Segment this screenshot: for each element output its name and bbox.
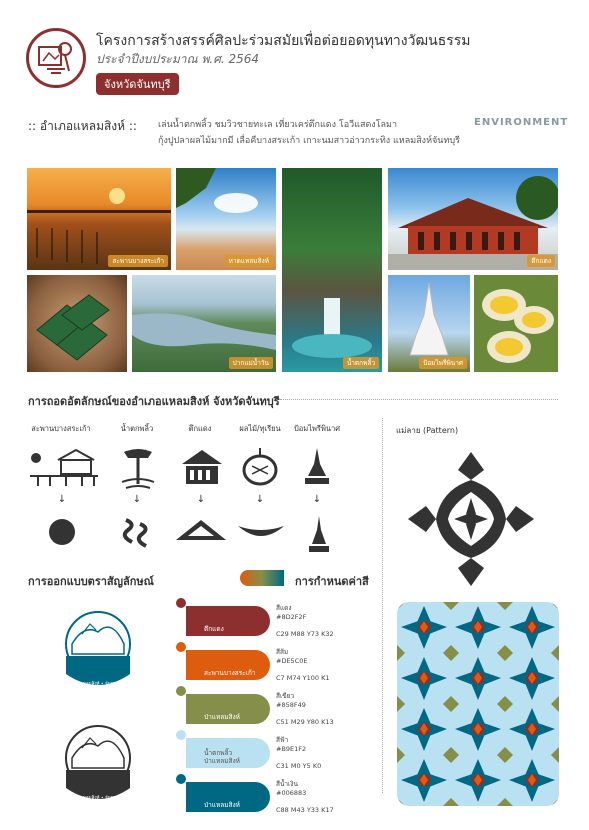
bridge-icon bbox=[28, 446, 100, 490]
swatch-label: ตึกแดง bbox=[204, 625, 224, 633]
color-name: สีน้ำเงิน bbox=[276, 780, 298, 788]
photo-caption: สะพานบางสระเก้า bbox=[108, 255, 168, 267]
color-dot-red bbox=[176, 598, 186, 608]
color-cmyk-red: C29 M88 Y73 K32 bbox=[276, 630, 334, 638]
color-hex: #DE5C0E bbox=[276, 657, 308, 665]
spire-shape-icon bbox=[306, 514, 332, 554]
mono-logo-icon bbox=[62, 718, 134, 806]
color-cmyk-green: C51 M29 Y80 K13 bbox=[276, 718, 334, 726]
color-swatch-red bbox=[186, 606, 270, 636]
environment-label: ENVIRONMENT bbox=[474, 117, 569, 128]
photo-caption: ปากแม่น้ำวัน bbox=[229, 357, 273, 369]
color-hex: #B9E1F2 bbox=[276, 745, 307, 753]
color-info-lightblue bbox=[276, 736, 306, 754]
color-info-green bbox=[276, 692, 306, 710]
building-icon bbox=[180, 446, 224, 490]
project-logo bbox=[26, 28, 86, 88]
color-name: สีเขียว bbox=[276, 692, 295, 700]
tagline-line-2: กุ้งปูปลาผลไม้มากมี เลื่อคืบางสระเก้า เกาะนมสาวอ่าวกระทิง แหลมสิงห์จันทบุรี bbox=[158, 136, 460, 146]
logo-caption-mono: แหลมสิงห์ • จันทบุรี bbox=[80, 796, 119, 801]
photo-beach bbox=[176, 168, 276, 270]
province-badge: จังหวัดจันทบุรี bbox=[96, 73, 179, 95]
photo-durian bbox=[474, 275, 558, 372]
identity-label-durian: ผลไม้/ทุเรียน bbox=[239, 424, 281, 433]
pattern-divider bbox=[382, 418, 383, 793]
swatch-label: น้ำตกพลิ้ว ป่าแหลมสิงห์ bbox=[204, 749, 240, 765]
color-logo-icon bbox=[62, 604, 134, 692]
arrow-down-icon: ↓ bbox=[255, 494, 265, 505]
logo-caption-color: แหลมสิงห์ • จันทบุรี bbox=[80, 682, 119, 687]
arrow-down-icon: ↓ bbox=[132, 494, 142, 505]
photo-caption: น้ำตกพลิ้ว bbox=[343, 357, 379, 369]
color-heading: การกำหนดค่าสี bbox=[295, 575, 369, 588]
swatch-label: สะพานบางสระเก้า bbox=[204, 669, 256, 677]
roof-shape-icon bbox=[174, 518, 228, 542]
swatch-label: ป่าแหลมสิงห์ bbox=[204, 713, 240, 721]
color-swatch-lightblue bbox=[186, 738, 270, 768]
color-hex: #006883 bbox=[276, 789, 307, 797]
pattern-label: แม่ลาย (Pattern) bbox=[396, 426, 459, 435]
color-cmyk-orange: C7 M74 Y100 K1 bbox=[276, 674, 330, 682]
pattern-motif-icon bbox=[406, 450, 536, 588]
color-cmyk-lightblue: C31 M0 Y5 K0 bbox=[276, 762, 322, 770]
identity-label-building: ตึกแดง bbox=[188, 424, 212, 433]
swatch-label: ป่าแหลมสิงห์ bbox=[204, 801, 240, 809]
color-swatch-green bbox=[186, 694, 270, 724]
pagoda-icon bbox=[302, 446, 332, 490]
color-cmyk-darkblue: C88 M43 Y33 K17 bbox=[276, 806, 334, 814]
bowl-shape-icon bbox=[236, 522, 286, 542]
circle-shape-icon bbox=[48, 518, 76, 546]
wave-shape-icon bbox=[120, 516, 156, 552]
page-subtitle: ประจำปีงบประมาณ พ.ศ. 2564 bbox=[96, 52, 259, 66]
color-info-darkblue bbox=[276, 780, 306, 798]
photo-wrapped-food bbox=[27, 275, 127, 372]
arrow-down-icon: ↓ bbox=[196, 494, 206, 505]
page-title: โครงการสร้างสรรค์ศิลปะร่วมสมัยเพื่อต่อยอดทุนทางวัฒนธรรม bbox=[96, 33, 471, 49]
identity-label-pagoda: ป้อมไพรีพินาศ bbox=[294, 424, 340, 433]
photo-river-mouth bbox=[132, 275, 276, 372]
photo-red-building bbox=[388, 168, 558, 270]
color-dot-green bbox=[176, 686, 186, 696]
color-dot-orange bbox=[176, 642, 186, 652]
photo-caption: ตึกแดง bbox=[527, 255, 555, 267]
district-name: :: อำเภอแหลมสิงห์ :: bbox=[28, 119, 137, 133]
logo-design-heading: การออกแบบตราสัญลักษณ์ bbox=[28, 575, 154, 588]
color-info-orange bbox=[276, 648, 307, 666]
color-hex: #8D2F2F bbox=[276, 613, 307, 621]
tagline-line-1: เล่นน้ำตกพลิ้ว ชมวิวชายทะเล เที่ยวเคร่ตึกแดง โอวีแสดงโลมา bbox=[158, 120, 398, 130]
arrow-down-icon: ↓ bbox=[312, 494, 322, 505]
identity-heading: การถอดอัตลักษณ์ของอำเภอแหลมสิงห์ จังหวัดจันทบุรี bbox=[28, 395, 280, 408]
gradient-bar bbox=[240, 570, 284, 586]
photo-caption: หาดแหลมสิงห์ bbox=[225, 255, 273, 267]
identity-label-waterfall: น้ำตกพลิ้ว bbox=[120, 424, 154, 433]
district-tagline bbox=[158, 117, 478, 149]
photo-caption: ป้อมไพรีพินาศ bbox=[419, 357, 467, 369]
color-name: สีส้ม bbox=[276, 648, 289, 656]
color-swatch-darkblue bbox=[186, 782, 270, 812]
color-swatch-orange bbox=[186, 650, 270, 680]
color-name: สีฟ้า bbox=[276, 736, 289, 744]
color-dot-lightblue bbox=[176, 730, 186, 740]
color-info-red bbox=[276, 604, 306, 622]
durian-icon bbox=[240, 446, 280, 490]
color-name: สีแดง bbox=[276, 604, 292, 612]
waterfall-icon bbox=[118, 446, 158, 490]
photo-pagoda bbox=[388, 275, 470, 372]
color-hex: #858F49 bbox=[276, 701, 306, 709]
photo-sunset-pier bbox=[27, 168, 171, 270]
pattern-tile bbox=[397, 602, 559, 806]
color-dot-darkblue bbox=[176, 774, 186, 784]
arrow-down-icon: ↓ bbox=[57, 494, 67, 505]
section-divider bbox=[280, 399, 558, 400]
photo-waterfall bbox=[282, 168, 382, 372]
identity-label-bridge: สะพานบางสระเก้า bbox=[31, 424, 91, 433]
